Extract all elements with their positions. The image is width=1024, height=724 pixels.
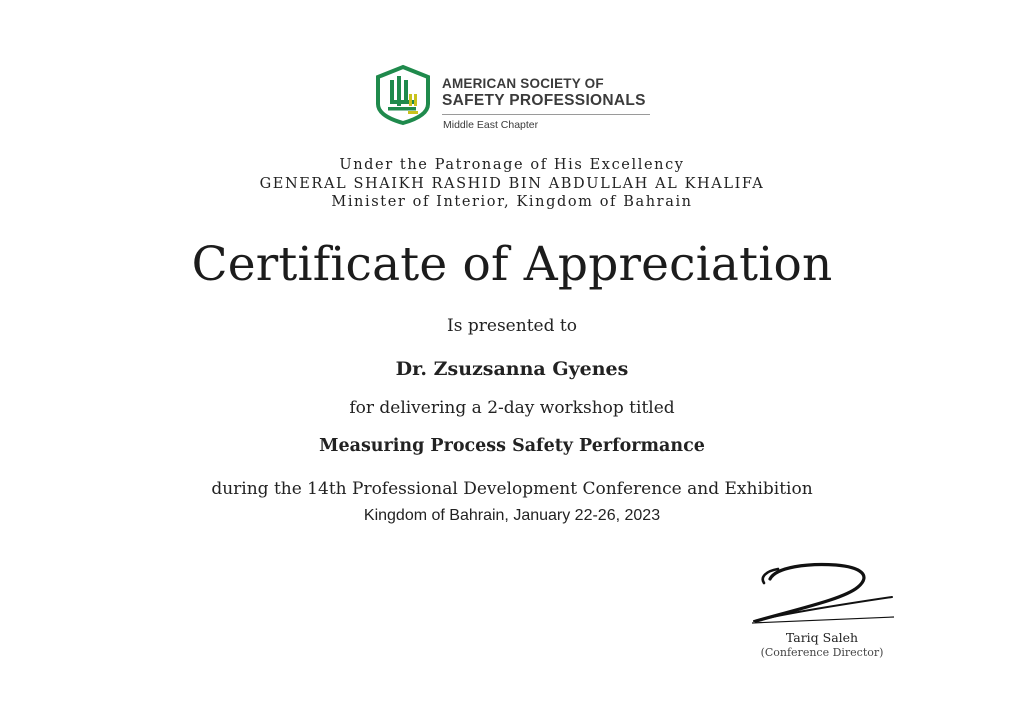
org-name-line1: AMERICAN SOCIETY OF <box>442 76 604 91</box>
certificate-title: Certificate of Appreciation <box>191 237 833 292</box>
patronage-line2: GENERAL SHAIKH RASHID BIN ABDULLAH AL KHALIFA <box>259 176 765 192</box>
logo-divider <box>442 114 650 115</box>
recipient-name: Dr. Zsuzsanna Gyenes <box>395 358 629 380</box>
workshop-title: Measuring Process Safety Performance <box>319 436 705 456</box>
location-date: Kingdom of Bahrain, January 22-26, 2023 <box>363 507 661 524</box>
org-name-line2: SAFETY PROFESSIONALS <box>442 92 646 109</box>
org-logo <box>374 62 664 138</box>
signatory-name: Tariq Saleh <box>785 630 859 645</box>
assp-shield-logo-icon <box>374 64 432 126</box>
signatory-role: (Conference Director) <box>760 646 884 659</box>
event-text: during the 14th Professional Development Conference and Exhibition <box>211 479 813 499</box>
reason-text: for delivering a 2-day workshop titled <box>349 398 675 418</box>
patronage-line3: Minister of Interior, Kingdom of Bahrain <box>331 194 693 210</box>
presented-to-text: Is presented to <box>447 316 577 336</box>
org-chapter: Middle East Chapter <box>443 119 539 131</box>
patronage-line1: Under the Patronage of His Excellency <box>339 157 685 173</box>
signature-icon <box>748 555 898 627</box>
